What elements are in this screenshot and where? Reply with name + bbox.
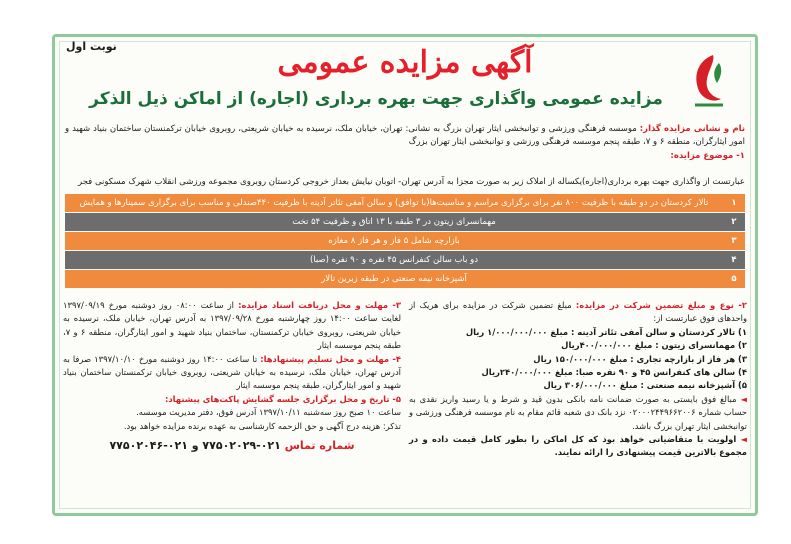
opening-text: ساعت ۱۰ صبح روز سه‌شنبه ۱۳۹۷/۱۰/۱۱ آدرس فوق، دفتر مدیریت موسسه. [136,407,401,418]
row-number: ۱ [731,198,737,208]
row-number: ۲ [731,217,737,227]
ad-subtitle: مزایده عمومی واگذاری جهت بهره برداری (اجاره) از اماکن ذیل الذکر [89,89,663,109]
edition-label: نوبت اول [66,40,117,53]
table-row [65,213,745,231]
guarantee-line: ۲) مهمانسرای زیتون : مبلغ ۴۰۰/۰۰۰/۰۰۰ریال [561,340,747,351]
deadline-text: از ساعت ۰۸:۰۰ روز دوشنبه مورخ ۱۳۹۷/۰۹/۱۹ لغایت ساعت ۱۴:۰۰ روز چهارشنبه مورخ ۱۳۹۷/۰۹/۲۸ به آدرس تهران، خیابان ملک، نرسیده به خیابان شریعتی، روبروی خیابان ترکمنستان، ساختمان بنیاد شهید و امور ایثارگران، منطقه ۶ و ۷، طبقه پنجم موسسه ایثار [63,300,402,351]
guarantee-line: ۳) هر فاز از بازارچه تجاری : مبلغ ۱۵۰/۰۰۰/۰۰۰ ریال [533,353,747,364]
priority-note-text: اولویت با متقاضیانی خواهد بود که کل اماکن را بطور کامل قیمت داده و در مجموع بالاترین قیمت پیشنهادی را ارائه نمایند. [409,434,747,458]
fee-note: تذکر: هزینه درج آگهی و حق الزحمه کارشناسی به عهده برنده مزایده خواهد بود. [123,420,401,431]
subject-text: عبارتست از واگذاری جهت بهره برداری(اجاره)یکساله از املاک زیر به صورت مجزا به آدرس تهران- اتوبان نیایش بعداز خروجی کردستان روبروی مجموعه ورزشی انقلاب شهرک مسکونی فجر [78,177,745,187]
table-row [65,251,745,269]
subject-heading [65,150,745,163]
advertisement-frame [52,34,758,516]
guarantee-line: ۱) تالار کردستان و سالن آمفی تئاتر آدینه : مبلغ ۱/۰۰۰/۰۰۰/۰۰۰ ریال [465,326,747,337]
guarantee-note-text: مبالغ فوق بایستی به صورت ضمانت نامه بانکی بدون قید و شرط و یا رسید واریز نقدی به حساب شماره ۰۲۰۰۰۲۴۴۹۶۶۲۰۰۶ نزد بانک دی شعبه قائم مقام به نام موسسه فرهنگی ورزشی و توانبخشی ایثار تهران بزرگ باشد. [409,393,747,431]
guarantee-line: ۴) سالن های کنفرانس ۴۵ و ۹۰ نفره صبا: مبلغ ۲۴۰/۰۰۰/۰۰۰ریال [481,367,747,378]
guarantee-line: ۵) آشپزخانه نیمه صنعتی : مبلغ ۳۰۶/۰۰۰/۰۰۰ ریال [543,380,747,391]
guarantee-intro: مبلغ تضمین شرکت در مزایده برای هریک از واحدهای فوق عبارتست از: [409,300,747,324]
row-number: ۵ [731,274,737,284]
submission-label: ۴- مهلت و محل تسلیم پیشنهادها: [260,353,401,364]
submission-text: تا ساعت ۱۴:۰۰ روز دوشنبه مورخ ۱۳۹۷/۱۰/۱۰ صرفا به آدرس تهران، خیابان ملک، نرسیده به خیابان شریعتی، روبروی خیابان ترکمنستان ساختمان بنیاد شهید و امور ایثارگران، طبقه پنجم موسسه ایثار [63,353,401,391]
row-number: ۴ [731,255,737,265]
row-description: بازارچه شامل ۵ فاز و هر فاز ۸ مغازه [328,236,460,246]
guarantee-note [409,393,747,433]
bullet-icon: ◄ [736,434,747,445]
opening-label: ۵- تاریخ و محل برگزاری جلسه گشایش پاکت‌های پیشنهاد: [165,393,401,404]
contact-label: شماره تماس [284,439,355,453]
priority-note [409,433,747,460]
row-number: ۳ [731,236,737,246]
table-row [65,270,745,288]
ad-title: آگهی مزایده عمومی [277,45,533,80]
property-table [65,194,745,289]
table-row [65,194,745,212]
organizer-paragraph [65,123,745,149]
organizer-label: نام و نشانی مزایده گذار: [639,124,746,134]
contact-line [63,439,401,452]
deadline-label: ۳- مهلت و محل دریافت اسناد مزایده: [238,300,401,310]
row-description: دو باب سالن کنفرانس ۴۵ نفره و ۹۰ نفره (صبا) [309,255,479,265]
organizer-text: موسسه فرهنگی ورزشی و توانبخشی ایثار تهران بزرگ به نشانی: تهران، خیابان ملک، نرسیده به خیابان شریعتی، روبروی خیابان ترکمنستان ساختمان بنیاد شهید و امور ایثارگران، منطقه ۶ و ۷، طبقه پنجم موسسه فرهنگی ورزشی و توانبخشی ایثار تهران بزرگ [65,124,745,147]
contact-phones: ۰۲۱-۷۷۵۰۲۰۲۹ و ۰۲۱-۷۷۵۰۲۰۴۶ [109,439,281,453]
submission-paragraph [63,353,401,393]
row-description: آشپزخانه نیمه صنعتی در طبقه زیرین تالار [321,274,467,284]
deadlines-column [63,299,401,452]
subject-paragraph [65,176,745,189]
subject-label: ۱- موضوع مزایده: [670,151,745,161]
guarantee-label: ۲- نوع و مبلغ تضمین شرکت در مزایده: [575,300,747,310]
bullet-icon: ◄ [736,393,747,404]
row-description: تالار کردستان در دو طبقه با ظرفیت ۸۰۰ نفر برای برگزاری مراسم و مناسبت‌ها(با توافق) و سالن آمفی تئاتر آدینه با ظرفیت ۴۴۰صندلی و مناسب برای برگزاری سمینارها و همایش [79,198,709,208]
guarantee-column [409,299,747,460]
row-description: مهمانسرای زیتون در ۳ طبقه با ۱۳ اتاق و ظرفیت ۵۴ تخت [292,217,496,227]
table-row [65,232,745,250]
